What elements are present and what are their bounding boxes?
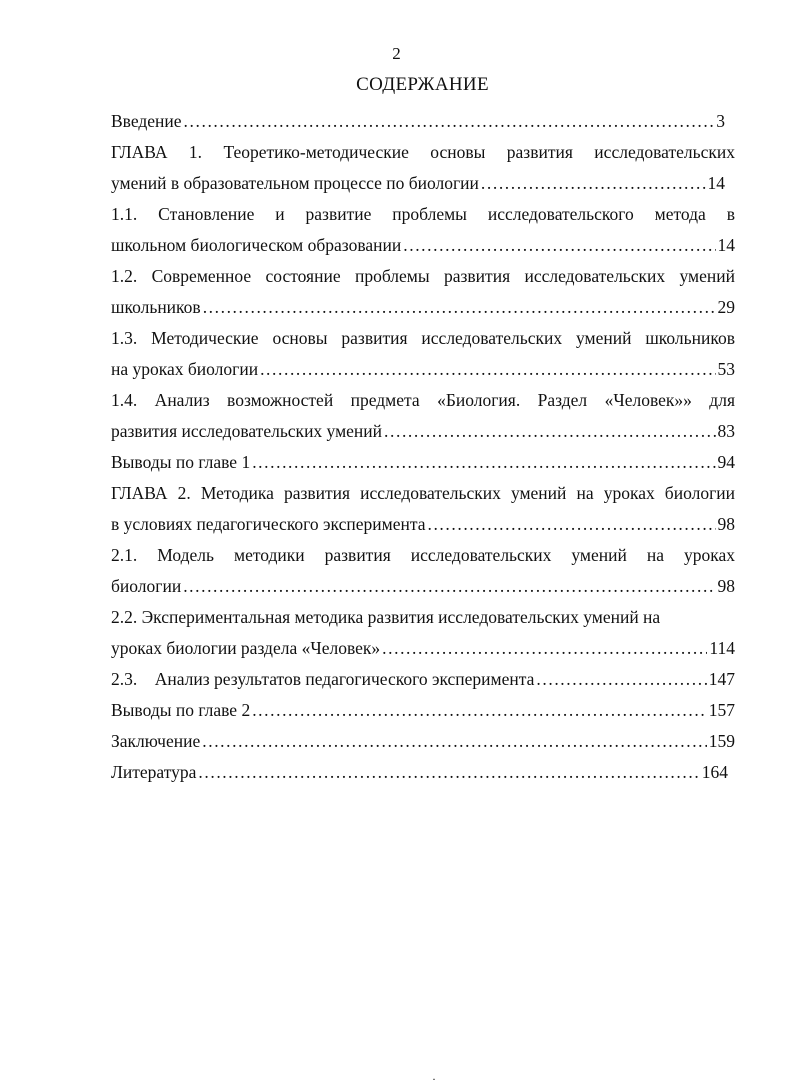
toc-entry-page: 83 (717, 421, 735, 441)
toc-entry-text: в условиях педагогического эксперимента (111, 514, 426, 534)
toc-entry-conclusion[interactable] (111, 726, 735, 757)
toc-entry-chapter-1[interactable] (111, 137, 735, 199)
toc-entry-section-2-1[interactable] (111, 540, 735, 602)
toc-entry-page: 164 (701, 762, 728, 782)
table-of-contents (111, 106, 735, 788)
toc-entry-text: на уроках биологии (111, 359, 259, 379)
toc-entry-text-line1: 2.1. Модель методики развития исследовательских умений на уроках (111, 545, 735, 565)
toc-entry-text: Выводы по главе 1 (111, 452, 251, 472)
toc-entry-page: 98 (717, 576, 735, 596)
toc-entry-text-line1: 1.1. Становление и развитие проблемы исследовательского метода в (111, 204, 735, 224)
dot-leader (427, 509, 715, 540)
dot-leader (198, 757, 699, 788)
toc-entry-chapter-2[interactable] (111, 478, 735, 540)
dot-leader (203, 292, 716, 323)
toc-entry-page: 3 (716, 111, 725, 131)
toc-entry-page: 159 (708, 731, 735, 751)
page-number: 2 (392, 44, 401, 63)
toc-entry-text: Введение (111, 111, 182, 131)
dot-leader (202, 726, 707, 757)
dot-leader (384, 416, 715, 447)
toc-title: СОДЕРЖАНИЕ (356, 74, 489, 95)
dot-leader (184, 106, 715, 137)
toc-entry-conclusions-chapter-2[interactable] (111, 695, 735, 726)
toc-entry-page: 14 (707, 173, 725, 193)
toc-entry-text-line1: 2.2. Экспериментальная методика развития исследовательских умений на (111, 607, 661, 627)
toc-entry-section-2-2[interactable] (111, 602, 735, 664)
scan-speck: · (432, 1072, 436, 1086)
toc-entry-page: 53 (717, 359, 735, 379)
toc-entry-text: биологии (111, 576, 182, 596)
dot-leader (536, 664, 706, 695)
toc-entry-text: 2.3. Анализ результатов педагогического эксперимента (111, 669, 535, 689)
toc-entry-section-1-4[interactable] (111, 385, 735, 447)
toc-entry-conclusions-chapter-1[interactable] (111, 447, 735, 478)
dot-leader (252, 447, 715, 478)
toc-entry-text-line1: ГЛАВА 1. Теоретико-методические основы развития исследовательских (111, 142, 735, 162)
toc-entry-text: Литература (111, 762, 197, 782)
toc-entry-section-1-3[interactable] (111, 323, 735, 385)
toc-entry-page: 94 (717, 452, 735, 472)
toc-entry-section-1-2[interactable] (111, 261, 735, 323)
toc-entry-page: 147 (708, 669, 735, 689)
toc-entry-text: развития исследовательских умений (111, 421, 383, 441)
dot-leader (403, 230, 715, 261)
toc-entry-section-1-1[interactable] (111, 199, 735, 261)
toc-entry-references[interactable] (111, 757, 735, 788)
toc-entry-text-line1: 1.4. Анализ возможностей предмета «Биология. Раздел «Человек»» для (111, 390, 735, 410)
dot-leader (252, 695, 707, 726)
dot-leader (382, 633, 707, 664)
toc-entry-section-2-3[interactable] (111, 664, 735, 695)
toc-entry-text-line1: ГЛАВА 2. Методика развития исследовательских умений на уроках биологии (111, 483, 735, 503)
toc-entry-text-line1: 1.2. Современное состояние проблемы развития исследовательских умений (111, 266, 735, 286)
dot-leader (260, 354, 715, 385)
toc-entry-text: Выводы по главе 2 (111, 700, 251, 720)
toc-entry-text: умений в образовательном процессе по биологии (111, 173, 479, 193)
toc-entry-page: 114 (709, 638, 735, 658)
toc-entry-text: школьном биологическом образовании (111, 235, 402, 255)
toc-entry-page: 14 (717, 235, 735, 255)
toc-entry-page: 98 (717, 514, 735, 534)
dot-leader (183, 571, 715, 602)
toc-entry-page: 157 (708, 700, 735, 720)
dot-leader (481, 168, 706, 199)
toc-entry-introduction[interactable] (111, 106, 735, 137)
toc-entry-text: Заключение (111, 731, 201, 751)
toc-entry-text: уроках биологии раздела «Человек» (111, 638, 381, 658)
toc-entry-text-line1: 1.3. Методические основы развития исследовательских умений школьников (111, 328, 735, 348)
toc-entry-text: школьников (111, 297, 201, 317)
toc-entry-page: 29 (717, 297, 735, 317)
